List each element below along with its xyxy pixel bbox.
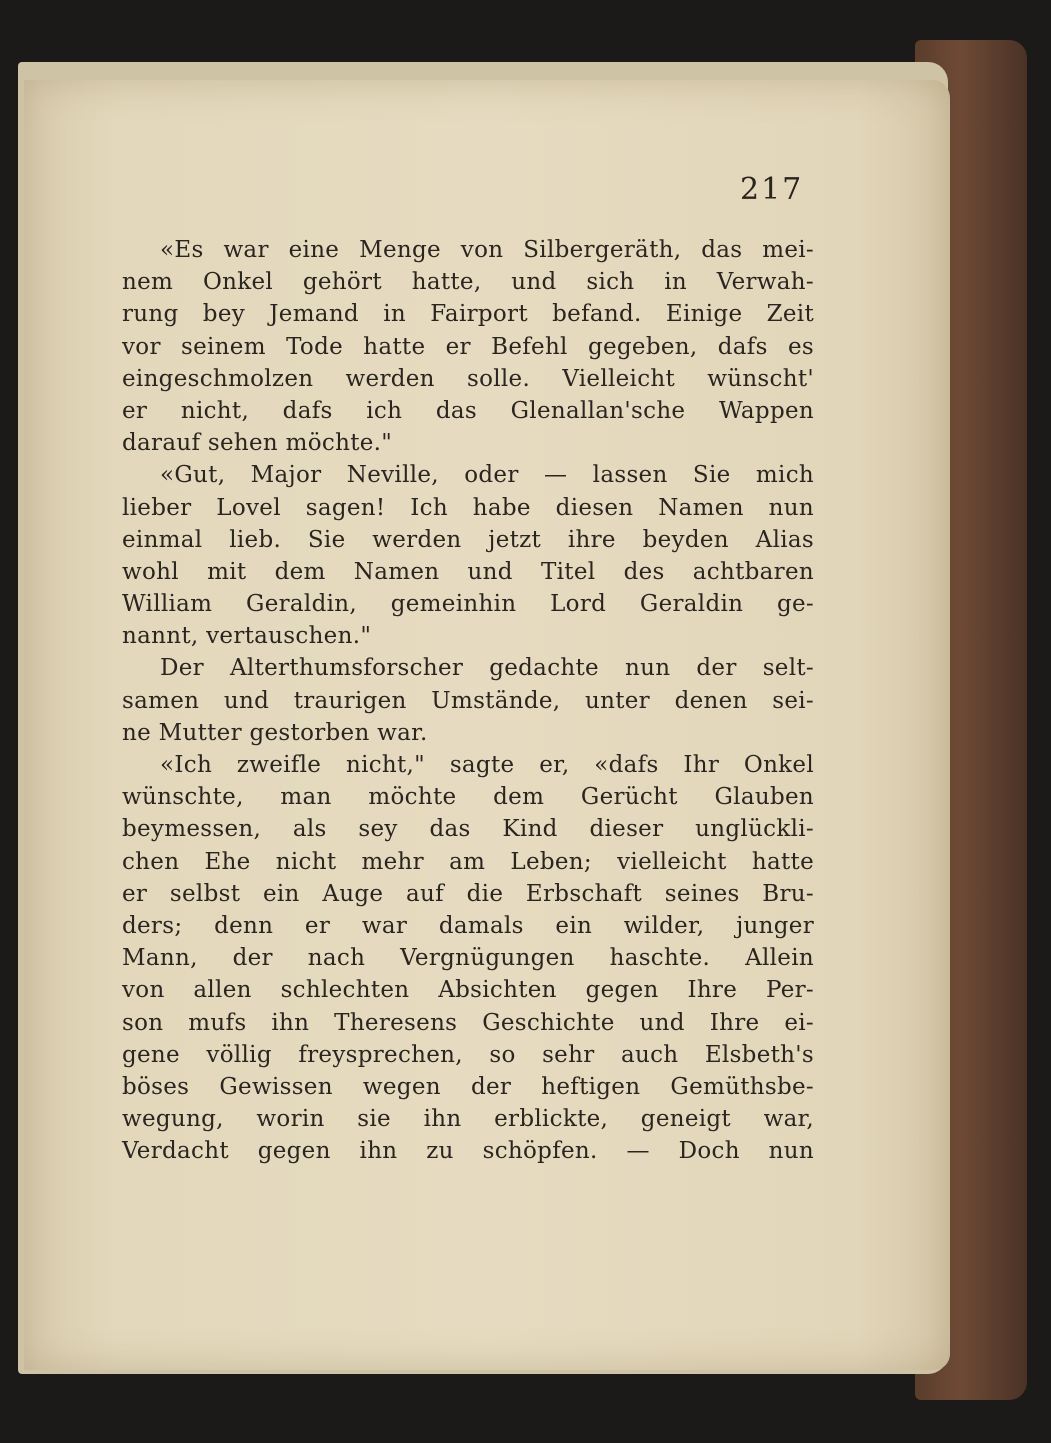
text-line: gene völlig freysprechen, so sehr auch Elsbeth's	[122, 1041, 814, 1068]
text-line: eingeschmolzen werden solle. Vielleicht wünscht'	[122, 365, 814, 392]
text-line: Mann, der nach Vergnügungen haschte. Allein	[122, 945, 814, 972]
text-line: ne Mutter gestorben war.	[122, 719, 428, 746]
page-number: 217	[740, 172, 804, 207]
text-line: einmal lieb. Sie werden jetzt ihre beyden Alias	[122, 526, 814, 553]
text-line: böses Gewissen wegen der heftigen Gemüthsbe-	[122, 1073, 814, 1100]
text-line: Der Alterthumsforscher gedachte nun der selt-	[160, 655, 814, 682]
text-line: beymessen, als sey das Kind dieser unglückli-	[122, 816, 814, 843]
page-text	[122, 234, 814, 1167]
text-line: chen Ehe nicht mehr am Leben; vielleicht hatte	[122, 848, 814, 875]
text-line: «Es war eine Menge von Silbergeräth, das mei-	[160, 237, 814, 263]
text-line: wegung, worin sie ihn erblickte, geneigt war,	[122, 1106, 814, 1133]
text-line: lieber Lovel sagen! Ich habe diesen Namen nun	[122, 494, 814, 521]
text-line: ders; denn er war damals ein wilder, junger	[122, 912, 814, 939]
text-line: darauf sehen möchte."	[122, 430, 393, 457]
text-line: «Gut, Major Neville, oder — lassen Sie mich	[160, 462, 814, 489]
text-line: nem Onkel gehört hatte, und sich in Verwah-	[122, 269, 814, 296]
text-line: nannt, vertauschen."	[122, 623, 372, 650]
text-line: er selbst ein Auge auf die Erbschaft seines Bru-	[122, 880, 814, 907]
text-line: William Geraldin, gemeinhin Lord Geraldin ge-	[122, 591, 814, 618]
text-line: Verdacht gegen ihn zu schöpfen. — Doch nun	[122, 1138, 814, 1165]
text-line: son mufs ihn Theresens Geschichte und Ihre ei-	[122, 1009, 814, 1036]
text-line: wohl mit dem Namen und Titel des achtbaren	[122, 558, 814, 585]
text-line: rung bey Jemand in Fairport befand. Einige Zeit	[122, 301, 814, 328]
text-line: wünschte, man möchte dem Gerücht Glauben	[122, 784, 814, 811]
text-line: er nicht, dafs ich das Glenallan'sche Wappen	[122, 397, 814, 424]
text-line: «Ich zweifle nicht," sagte er, «dafs Ihr Onkel	[160, 752, 814, 778]
text-line: vor seinem Tode hatte er Befehl gegeben, dafs es	[122, 333, 814, 360]
text-line: von allen schlechten Absichten gegen Ihre Per-	[122, 977, 814, 1004]
text-line: samen und traurigen Umstände, unter denen sei-	[122, 687, 814, 714]
